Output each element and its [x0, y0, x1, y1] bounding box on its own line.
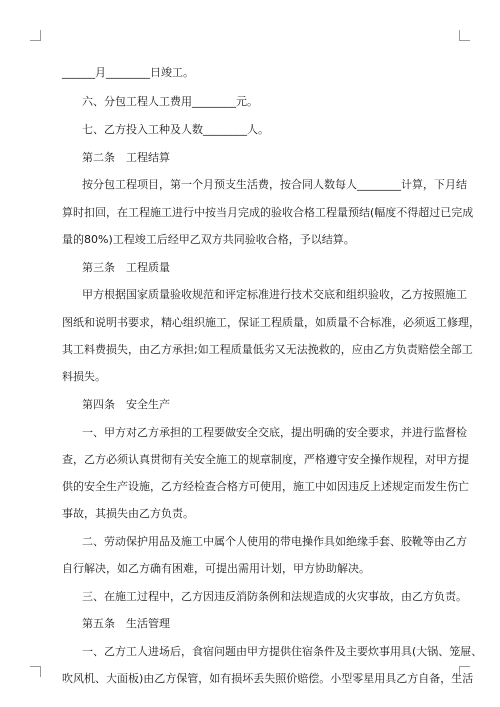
crop-mark-bottom-left: [30, 666, 41, 677]
section-heading: 第五条 生活管理: [82, 617, 170, 630]
text-line: 算时扣回，在工程施工进行中按当月完成的验收合格工程量预结(幅度不得超过已完成: [62, 206, 474, 219]
text-line: 一、甲方对乙方承担的工程要做安全交底，提出明确的安全要求，并进行监督检: [82, 426, 467, 439]
text-line: 自行解决，如乙方确有困难，可提出需用计划，甲方协助解决。: [62, 562, 370, 575]
text-line: 事故，其损失由乙方负责。: [62, 507, 194, 520]
text-line: 查，乙方必须认真贯彻有关安全施工的规章制度，严格遵守安全操作规程，对甲方提: [62, 453, 469, 466]
text-line: 图纸和说明书要求，精心组织施工，保证工程质量，如质量不合标准，必须返工修理，: [62, 316, 480, 329]
text-line: 料损失。: [62, 370, 106, 383]
text-line: 供的安全生产设施，乙方经检查合格方可使用，施工中如因违反上述规定而发生伤亡: [62, 480, 469, 493]
text-line: 甲方根据国家质量验收规范和评定标准进行技术交底和组织验收，乙方按照施工: [82, 288, 467, 301]
text-line: 六、分包工程人工费用________元。: [82, 95, 258, 108]
text-line: 按分包工程项目，第一个月预支生活费，按合同人数每人________计算，下月结: [82, 178, 467, 191]
text-line: 二、劳动保护用品及施工中属个人使用的带电操作具如绝缘手套、胶靴等由乙方: [82, 535, 467, 548]
text-line: 量的80%)工程竣工后经甲乙双方共同验收合格，予以结算。: [62, 233, 355, 246]
text-line: ______月________日竣工。: [62, 66, 194, 79]
text-line: 一、乙方工人进场后，食宿问题由甲方提供住宿条件及主要炊事用具(大锅、笼屉、: [82, 645, 483, 658]
crop-mark-top-right: [459, 30, 470, 41]
text-line: 三、在施工过程中，乙方因违反消防条例和法规造成的火灾事故，由乙方负责。: [82, 590, 467, 603]
section-heading: 第三条 工程质量: [82, 261, 170, 274]
section-heading: 第二条 工程结算: [82, 151, 170, 164]
crop-mark-top-left: [30, 30, 41, 41]
text-line: 七、乙方投入工种及人数________人。: [82, 123, 269, 136]
text-line: 吹风机、大面板)由乙方保管，如有损坏丢失照价赔偿。小型零星用具乙方自备，生活: [62, 672, 474, 685]
text-line: 其工料费损失，由乙方承担;如工程质量低劣又无法挽救的，应由乙方负责赔偿全部工: [62, 343, 473, 356]
section-heading: 第四条 安全生产: [82, 398, 170, 411]
